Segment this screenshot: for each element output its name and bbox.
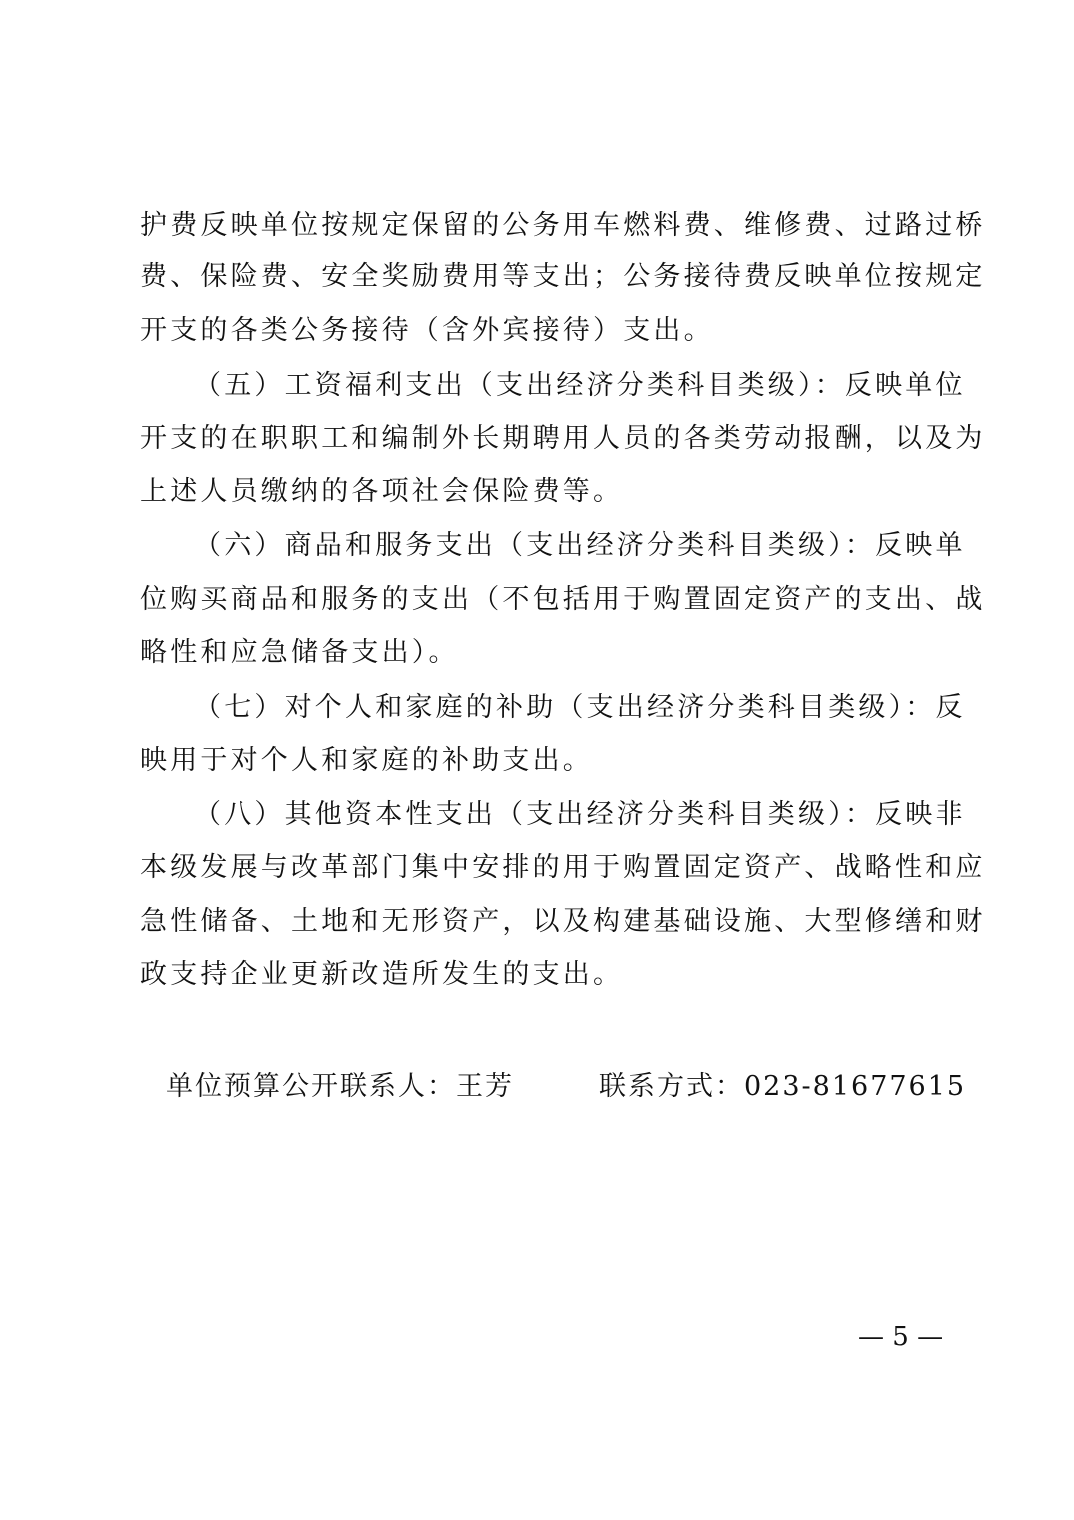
body-line: 上述人员缴纳的各项社会保险费等。 <box>140 476 624 507</box>
contact-method: 联系方式：023-81677615 <box>599 1071 967 1102</box>
body-line: 略性和应急储备支出）。 <box>140 637 459 668</box>
section-heading-six: （六）商品和服务支出（支出经济分类科目类级）：反映单 <box>194 530 966 561</box>
body-line: 位购买商品和服务的支出（不包括用于购置固定资产的支出、战 <box>140 584 986 615</box>
body-line: 开支的各类公务接待（含外宾接待）支出。 <box>140 315 714 346</box>
body-line: 本级发展与改革部门集中安排的用于购置固定资产、战略性和应 <box>140 852 986 883</box>
body-line: 护费反映单位按规定保留的公务用车燃料费、维修费、过路过桥 <box>140 210 986 241</box>
body-line: 费、保险费、安全奖励费用等支出；公务接待费反映单位按规定 <box>140 261 986 292</box>
body-line: 开支的在职职工和编制外长期聘用人员的各类劳动报酬，以及为 <box>140 423 986 454</box>
section-heading-seven: （七）对个人和家庭的补助（支出经济分类科目类级）：反 <box>194 692 966 723</box>
body-line: 政支持企业更新改造所发生的支出。 <box>140 959 624 990</box>
body-line: 急性储备、土地和无形资产，以及构建基础设施、大型修缮和财 <box>140 906 986 937</box>
contact-person: 单位预算公开联系人：王芳 <box>166 1071 514 1102</box>
page-number: — 5 — <box>858 1322 944 1352</box>
section-heading-eight: （八）其他资本性支出（支出经济分类科目类级）：反映非 <box>194 799 966 830</box>
section-heading-five: （五）工资福利支出（支出经济分类科目类级）：反映单位 <box>194 370 966 401</box>
body-line: 映用于对个人和家庭的补助支出。 <box>140 745 593 776</box>
